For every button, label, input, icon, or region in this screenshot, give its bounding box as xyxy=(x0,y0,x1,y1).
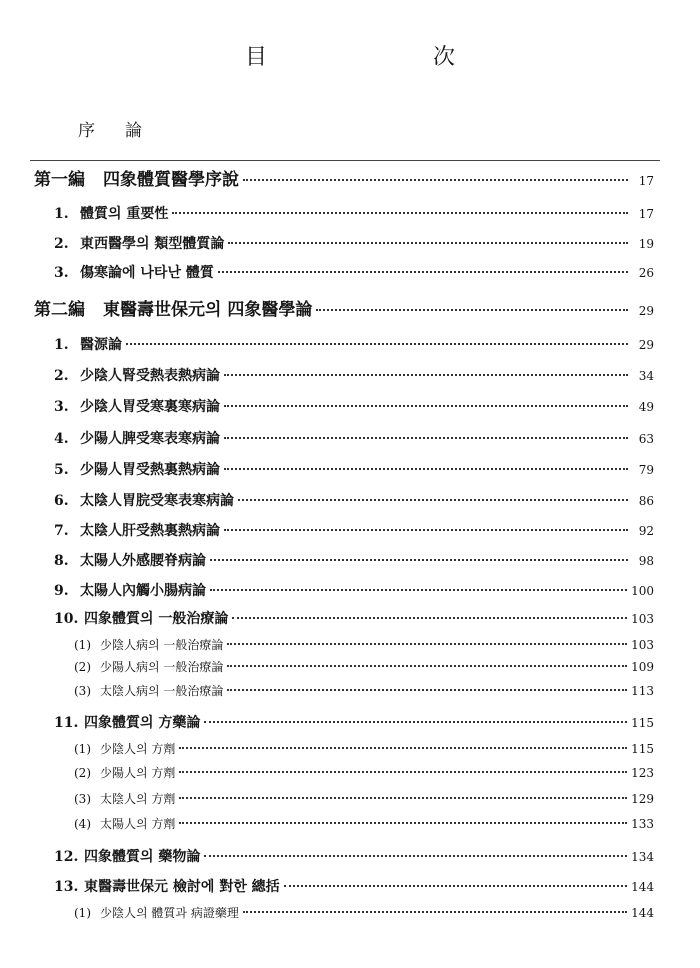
toc-entry-number: (3) xyxy=(74,684,91,698)
toc-entry-title: 東西醫學의 類型體質論 xyxy=(80,236,225,252)
leader-dots xyxy=(227,665,627,667)
toc-entry-number: 13. xyxy=(54,879,79,895)
toc-entry-page-number: 19 xyxy=(638,237,654,251)
toc-entry-number: (4) xyxy=(74,817,91,831)
toc-entry-number: 10. xyxy=(54,611,79,627)
toc-entry-part xyxy=(34,295,654,320)
toc-entry-title: 四象體質의 藥物論 xyxy=(84,849,201,865)
toc-entry-page-number: 144 xyxy=(631,880,654,894)
toc-entry-title: 少陽人胃受熱裏熱病論 xyxy=(80,462,220,478)
toc-entry-page-number: 34 xyxy=(638,369,654,383)
toc-entry-page-number: 86 xyxy=(638,494,654,508)
toc-entry-number: (1) xyxy=(74,638,91,652)
toc-entry-section xyxy=(74,682,654,699)
toc-entry-title: 四象體質醫學序說 xyxy=(103,170,239,190)
toc-entry-title: 太陰人肝受熱裏熱病論 xyxy=(80,523,220,539)
toc-entry-title: 少陽人脾受寒表寒病論 xyxy=(80,431,220,447)
leader-dots xyxy=(210,559,628,561)
leader-dots xyxy=(232,617,627,619)
toc-entry-chapter xyxy=(54,365,654,385)
leader-dots xyxy=(204,855,627,857)
toc-entry-title: 少陰人의 方劑 xyxy=(100,742,176,756)
toc-entry-page-number: 29 xyxy=(638,338,654,352)
leader-dots xyxy=(126,343,628,345)
leader-dots xyxy=(224,405,628,407)
toc-entry-title: 太陰人病의 一般治療論 xyxy=(100,684,224,698)
preface-heading: 序論 xyxy=(78,121,172,141)
toc-entry-page-number: 115 xyxy=(631,742,654,756)
toc-entry-number: 11. xyxy=(54,715,79,731)
toc-entry-number: 2. xyxy=(54,236,69,252)
toc-entry-chapter xyxy=(54,520,654,540)
toc-entry-title: 太陰人胃脘受寒表寒病論 xyxy=(80,493,234,509)
toc-entry-title: 太陽人內觸小腸病論 xyxy=(80,583,206,599)
toc-entry-page-number: 100 xyxy=(631,584,654,598)
leader-dots xyxy=(179,822,627,824)
divider xyxy=(30,160,660,161)
leader-dots xyxy=(243,179,628,181)
toc-entry-page-number: 115 xyxy=(631,716,654,730)
toc-entry-section xyxy=(74,790,654,807)
toc-entry-title: 少陰人의 體質과 病證藥理 xyxy=(100,906,239,920)
toc-entry-page-number: 109 xyxy=(631,660,654,674)
leader-dots xyxy=(316,309,628,311)
toc-entry-part xyxy=(34,165,654,190)
toc-entry-section xyxy=(74,658,654,675)
toc-entry-page-number: 49 xyxy=(638,400,654,414)
leader-dots xyxy=(210,589,627,591)
toc-entry-number: 第二編 xyxy=(34,300,85,320)
toc-entry-number: 8. xyxy=(54,553,69,569)
toc-entry-page-number: 113 xyxy=(631,684,654,698)
leader-dots xyxy=(243,911,627,913)
toc-entry-number: (1) xyxy=(74,906,91,920)
toc-entry-title: 少陰人腎受熱表熱病論 xyxy=(80,368,220,384)
toc-entry-page-number: 123 xyxy=(631,766,654,780)
toc-entry-number: (3) xyxy=(74,792,91,806)
toc-entry-section xyxy=(74,815,654,832)
leader-dots xyxy=(224,468,628,470)
toc-entry-title: 醫源論 xyxy=(80,337,122,353)
leader-dots xyxy=(179,747,627,749)
page-title: 目 次 xyxy=(244,45,527,70)
toc-entry-title: 東醫壽世保元의 四象醫學論 xyxy=(103,300,313,320)
toc-entry-title: 太陽人外感腰脊病論 xyxy=(80,553,206,569)
toc-entry-chapter xyxy=(54,396,654,416)
toc-entry-chapter xyxy=(54,459,654,479)
toc-entry-page-number: 103 xyxy=(631,638,654,652)
toc-entry-chapter xyxy=(54,550,654,570)
leader-dots xyxy=(204,721,627,723)
toc-entry-chapter xyxy=(54,334,654,354)
toc-entry-section xyxy=(74,904,654,921)
leader-dots xyxy=(227,689,627,691)
toc-entry-number: 6. xyxy=(54,493,69,509)
toc-entry-title: 體質의 重要性 xyxy=(80,206,169,222)
leader-dots xyxy=(179,771,627,773)
leader-dots xyxy=(224,437,628,439)
toc-entry-number: (2) xyxy=(74,766,91,780)
toc-entry-number: 7. xyxy=(54,523,69,539)
toc-entry-number: 1. xyxy=(54,337,69,353)
toc-entry-chapter xyxy=(54,428,654,448)
toc-entry-number: 2. xyxy=(54,368,69,384)
toc-entry-page-number: 103 xyxy=(631,612,654,626)
toc-entry-title: 少陰人病의 一般治療論 xyxy=(100,638,224,652)
leader-dots xyxy=(284,885,627,887)
leader-dots xyxy=(218,271,628,273)
toc-entry-chapter xyxy=(54,846,654,866)
toc-entry-title: 太陽人의 方劑 xyxy=(100,817,176,831)
toc-entry-page-number: 17 xyxy=(638,174,654,188)
toc-entry-title: 四象體質의 方藥論 xyxy=(84,715,201,731)
toc-entry-title: 少陽人의 方劑 xyxy=(100,766,176,780)
toc-entry-page-number: 98 xyxy=(638,554,654,568)
toc-entry-title: 東醫壽世保元 檢討에 對한 總括 xyxy=(84,879,280,895)
toc-entry-page-number: 29 xyxy=(638,304,654,318)
toc-entry-chapter xyxy=(54,490,654,510)
toc-entry-page-number: 144 xyxy=(631,906,654,920)
toc-entry-title: 傷寒論에 나타난 體質 xyxy=(80,265,214,281)
toc-entry-page-number: 92 xyxy=(638,524,654,538)
toc-entry-number: 9. xyxy=(54,583,69,599)
leader-dots xyxy=(238,499,628,501)
leader-dots xyxy=(228,242,628,244)
toc-entry-number: 12. xyxy=(54,849,79,865)
toc-entry-page-number: 129 xyxy=(631,792,654,806)
toc-entry-number: 第一編 xyxy=(34,170,85,190)
toc-entry-chapter xyxy=(54,608,654,628)
toc-entry-section xyxy=(74,740,654,757)
toc-entry-page-number: 79 xyxy=(638,463,654,477)
toc-entry-section xyxy=(74,636,654,653)
toc-entry-number: 4. xyxy=(54,431,69,447)
toc-entry-number: 3. xyxy=(54,265,69,281)
toc-entry-title: 太陰人의 方劑 xyxy=(100,792,176,806)
toc-entry-title: 四象體質의 一般治療論 xyxy=(84,611,229,627)
leader-dots xyxy=(224,529,628,531)
toc-entry-chapter xyxy=(54,876,654,896)
toc-entry-title: 少陰人胃受寒裏寒病論 xyxy=(80,399,220,415)
toc-entry-page-number: 134 xyxy=(631,850,654,864)
toc-entry-title: 少陽人病의 一般治療論 xyxy=(100,660,224,674)
toc-entry-section xyxy=(74,764,654,781)
toc-entry-chapter xyxy=(54,262,654,282)
toc-entry-page-number: 63 xyxy=(638,432,654,446)
toc-entry-number: (1) xyxy=(74,742,91,756)
toc-entry-page-number: 133 xyxy=(631,817,654,831)
toc-entry-number: 5. xyxy=(54,462,69,478)
leader-dots xyxy=(179,797,627,799)
leader-dots xyxy=(172,212,628,214)
leader-dots xyxy=(224,374,628,376)
toc-entry-number: 1. xyxy=(54,206,69,222)
toc-entry-chapter xyxy=(54,203,654,223)
toc-entry-number: (2) xyxy=(74,660,91,674)
toc-entry-chapter xyxy=(54,233,654,253)
toc-entry-number: 3. xyxy=(54,399,69,415)
toc-entry-chapter xyxy=(54,712,654,732)
leader-dots xyxy=(227,643,627,645)
toc-entry-page-number: 26 xyxy=(638,266,654,280)
toc-entry-chapter xyxy=(54,580,654,600)
toc-entry-page-number: 17 xyxy=(638,207,654,221)
